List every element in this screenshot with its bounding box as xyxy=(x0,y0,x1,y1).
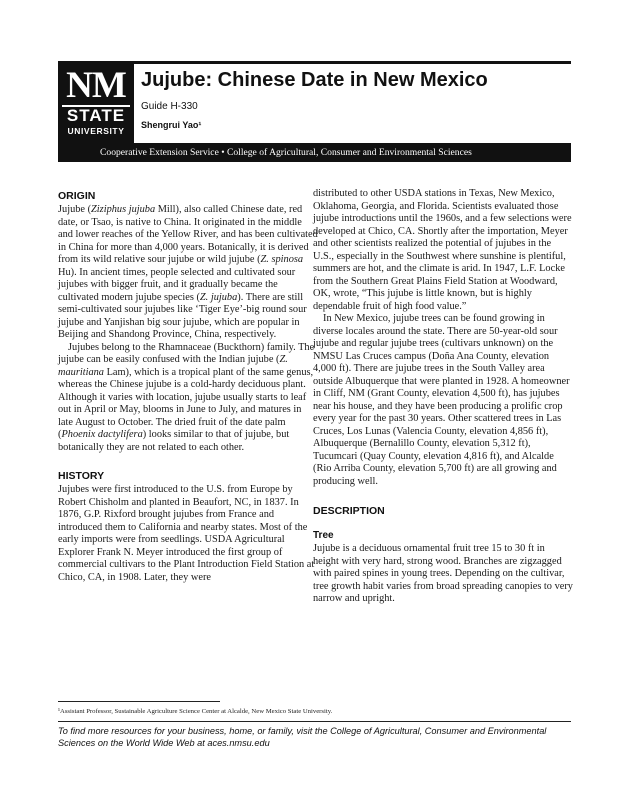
document-title: Jujube: Chinese Date in New Mexico xyxy=(141,69,488,91)
author: Shengrui Yao¹ xyxy=(141,120,202,130)
footer-rule xyxy=(58,721,571,722)
footnote-rule xyxy=(58,701,220,702)
tree-subheading: Tree xyxy=(313,530,334,541)
right-column xyxy=(313,188,573,606)
guide-number: Guide H-330 xyxy=(141,101,198,112)
college-banner: Cooperative Extension Service • College of Agricultural, Consumer and Environmental Sciences xyxy=(58,143,571,162)
header-top-rule xyxy=(58,61,571,64)
origin-paragraph-2: Jujubes belong to the Rhamnaceae (Buckthorn) family. The jujube can be easily confused with the Indian jujube (Z. mauritiana Lam), which is a tropical plant of the same genus, whereas the Chinese jujube is a cold-hardy deciduous plant. Although it varies with location, jujube usually starts to leaf out in April or May, blooms in June to July, and matures in late August to October. The dried fruit of the date palm (Phoenix dactylifera) looks similar to that of jujube, but botanically they are not related to each other. xyxy=(58,341,315,453)
left-column xyxy=(58,190,318,584)
description-heading: DESCRIPTION xyxy=(313,505,385,517)
logo-state: STATE xyxy=(62,105,130,124)
origin-paragraph-1: Jujube (Ziziphus jujuba Mill), also called Chinese date, red date, or Tsao, is native to China. It originated in the middle and lower reaches of the Yellow River, and has been cultivated in China for more than 4,000 years. Botanically, it is derived from its wild relative sour jujube or wild jujube (Z. spinosa Hu). In ancient times, people selected and cultivated sour jujubes with bigger fruit, and it gradually became the cultivated modern jujube species (Z. jujuba). There are still semi-cultivated sour jujubes like ‘Tiger Eye’-big round sour jujube and Yanjishan big sour jujube, which are popular in Beijing and Shandong Province, China, respectively. xyxy=(58,204,318,340)
history-paragraph-1-start: Jujubes were first introduced to the U.S. from Europe by Robert Chisholm and planted in Beaufort, NC, in 1837. In 1876, G.P. Rixford brought jujubes from France and introduced them to California and nearby states. Most of the early imports were from seedlings. USDA Agricultural Explorer Frank N. Meyer introduced the first group of commercial cultivars to the Plant Introduction Field Station at Chico, CA, in 1908. Later, they were xyxy=(58,484,315,583)
history-paragraph-1-continued: distributed to other USDA stations in Texas, New Mexico, Oklahoma, Georgia, and Florida. Scientists evaluated those jujube introductions until the 1960s, and a few selections were developed at Chico, CA. Shortly after the importation, Meyer and other scientists realized the potential of jujubes in the U.S., especially in the Southwest where sunshine is plentiful, summers are hot, and the climate is arid. In 1947, L.F. Locke from the Southern Great Plains Field Station at Woodward, OK, wrote, “This jujube is little known, but is highly dependable fruit of high food value.” xyxy=(313,188,572,312)
nmsu-logo xyxy=(58,64,134,143)
history-heading: HISTORY xyxy=(58,470,105,482)
tree-paragraph: Jujube is a deciduous ornamental fruit tree 15 to 30 ft in height with very hard, strong wood. Branches are zigzagged with paired spines in young trees. Depending on the cultivar, tree growth habit varies from broad spreading canopies to very narrow and upright. xyxy=(313,543,573,604)
history-paragraph-2: In New Mexico, jujube trees can be found growing in diverse locales around the state. There are 50-year-old sour jujube and regular jujube trees (cultivars unknown) on the NMSU Las Cruces campus (Doña Ana County, elevation 4,000 ft). There are jujube trees in the South Valley area outside Albuquerque that were planted in 1928. A homeowner in Cliff, NM (Grant County, elevation 4,500 ft), has jujubes near his house, and they have been producing a prolific crop every year for the past 30 years. Other scattered trees in Las Cruces, Los Lunas (Valencia County, elevation 4,856 ft), Albuquerque (Bernalillo County, elevation 5,312 ft), Tucumcari (Quay County, elevation 4,816 ft), and Alcalde (Rio Arriba County, elevation 5,700 ft) are all growing and producing well. xyxy=(313,313,570,487)
logo-nm: NM xyxy=(66,65,126,106)
origin-heading: ORIGIN xyxy=(58,190,96,202)
footer-resources-note: To find more resources for your business, home, or family, visit the College of Agricultural, Consumer and Environmental Sciences on the World Wide Web at aces.nmsu.edu xyxy=(58,726,547,748)
logo-university: UNIVERSITY xyxy=(67,126,125,136)
footnote: ¹Assistant Professor, Sustainable Agriculture Science Center at Alcalde, New Mexico State University. xyxy=(58,708,333,715)
